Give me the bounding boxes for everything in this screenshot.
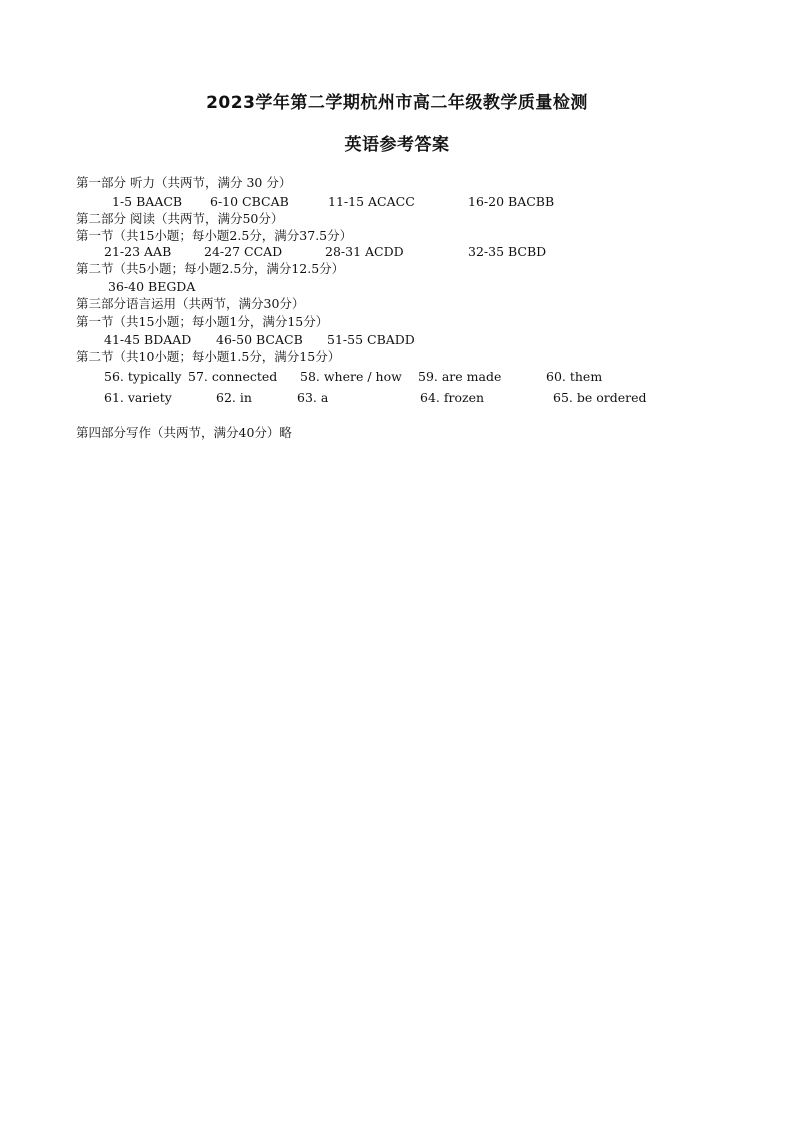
answer-item: 60. them: [546, 369, 603, 384]
answer-group: 28-31 ACDD: [325, 244, 404, 259]
part4-heading: 第四部分写作（共两节，满分40分）略: [76, 425, 292, 440]
answer-group: 32-35 BCBD: [468, 244, 547, 259]
answer-group: 41-45 BDAAD: [104, 332, 192, 347]
answer-group: 21-23 AAB: [104, 244, 172, 259]
part2-section2-heading: 第二节（共5小题；每小题2.5分，满分12.5分）: [76, 261, 345, 276]
part3-section1-heading: 第一节（共15小题；每小题1分，满分15分）: [76, 314, 329, 329]
answer-item: 62. in: [216, 390, 252, 405]
answer-item: 56. typically: [104, 369, 182, 384]
answer-group: 6-10 CBCAB: [210, 194, 289, 209]
part2-heading: 第二部分 阅读（共两节，满分50分）: [76, 211, 284, 226]
part3-heading: 第三部分语言运用（共两节，满分30分）: [76, 296, 305, 311]
answer-group: 24-27 CCAD: [204, 244, 283, 259]
answer-group: 11-15 ACACC: [328, 194, 415, 209]
answer-item: 63. a: [297, 390, 329, 405]
answer-group: 46-50 BCACB: [216, 332, 303, 347]
answer-group: 36-40 BEGDA: [108, 279, 196, 294]
part3-section2-heading: 第二节（共10小题；每小题1.5分，满分15分）: [76, 349, 341, 364]
part2-section1-heading: 第一节（共15小题；每小题2.5分，满分37.5分）: [76, 228, 353, 243]
document-subtitle: 英语参考答案: [344, 135, 450, 155]
answer-item: 64. frozen: [420, 390, 485, 405]
answer-group: 51-55 CBADD: [327, 332, 415, 347]
answer-group: 1-5 BAACB: [112, 194, 183, 209]
answer-item: 61. variety: [104, 390, 172, 405]
answer-group: 16-20 BACBB: [468, 194, 555, 209]
answer-item: 65. be ordered: [553, 390, 647, 405]
answer-item: 57. connected: [188, 369, 278, 384]
part1-heading: 第一部分 听力（共两节，满分 30 分）: [76, 175, 292, 190]
answer-item: 59. are made: [418, 369, 502, 384]
document-title: 2023学年第二学期杭州市高二年级教学质量检测: [206, 93, 588, 113]
answer-item: 58. where / how: [300, 369, 402, 384]
